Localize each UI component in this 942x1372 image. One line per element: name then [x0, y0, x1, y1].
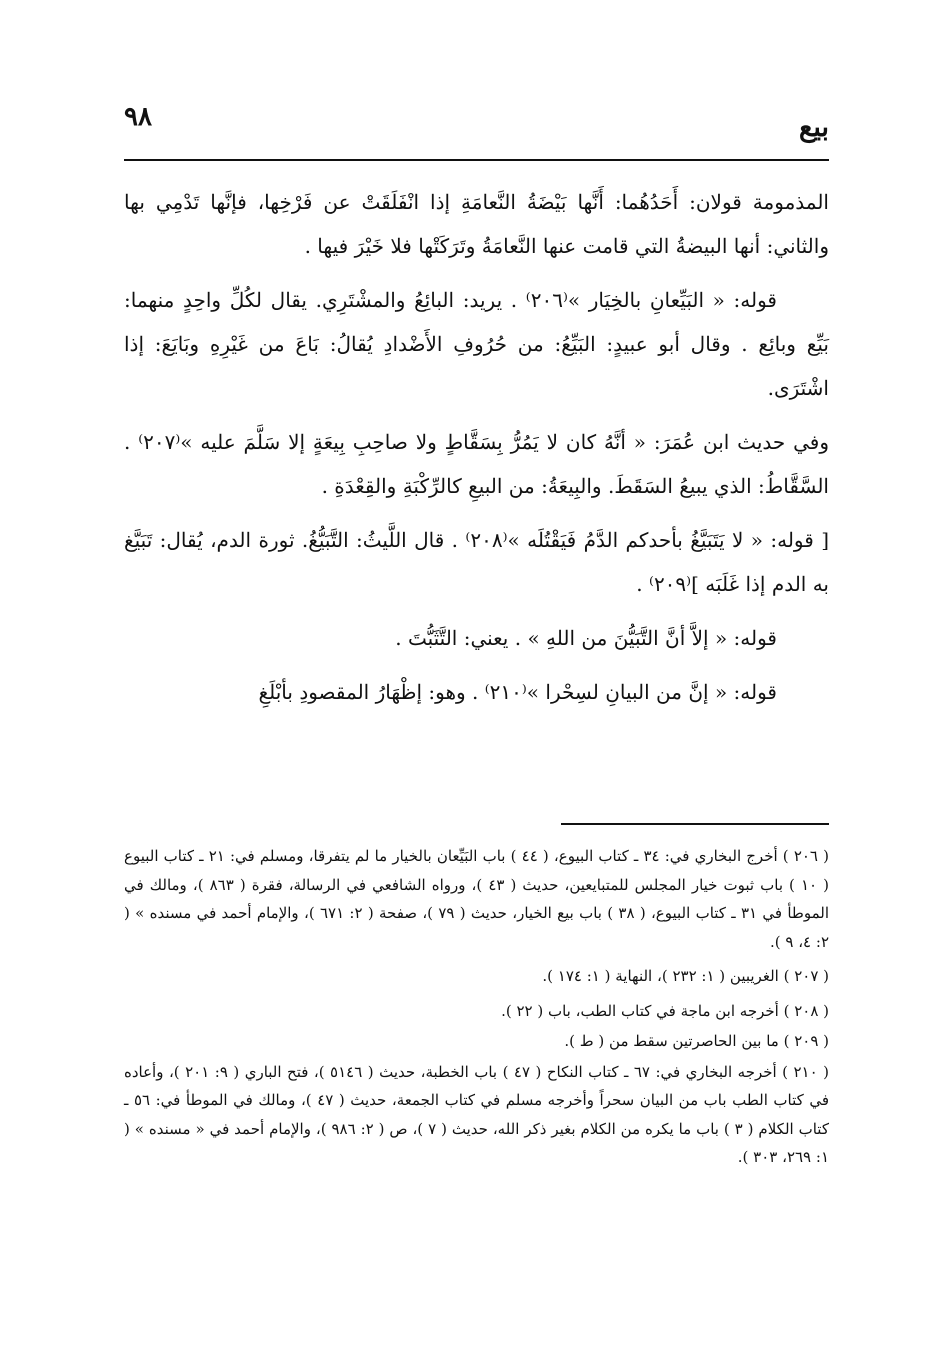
paragraph-ibn-umar: وفي حديث ابن عُمَرَ: « أنَّهُ كان لا يَمُرُّ بِسَقَّاطٍ ولا صاحِبِ بِيعَةٍ إلا سَلَّمَ عليه »⁽٢٠٧⁾ . السَّقَّاطُ: الذي يبيعُ السَقَطَ. والبِيعَةُ: من البيعِ كالرِّكْبَةِ والقِعْدَةِ .: [124, 430, 829, 498]
paragraph-bayan: قوله: « إنَّ من البيانِ لسِحْرا »⁽٢١٠⁾ . وهو: إظْهَارُ المقصودِ بأبْلَغِ: [258, 680, 777, 704]
page-header: [124, 100, 829, 160]
paragraph-bayyian: قوله: « البَيِّعانِ بالخِيَار »⁽٢٠٦⁾ . يريد: البائِعُ والمشْتَرِي. يقال لكُلِّ واحِدٍ منهما: بَيِّع وبائِع . وقال أبو عبيدٍ: البَيِّعُ: من حُرُوفِ الأَضْدادِ يُقالُ: بَاعَ من غَيْرِهِ وبَايَعَ: إذا اشْتَرَى.: [124, 288, 829, 400]
paragraph-tabayyugh: [ قوله: « لا يَتَبَيَّغُ بأحدكم الدَّمُ فَيَقْتُلَه »⁽٢٠٨⁾ . قال اللَّيثُ: التَّبَيُّغُ. ثورة الدم، يُقال: تَبَيَّغ به الدم إذا غَلَبَه ]⁽٢٠٩⁾ .: [124, 528, 829, 596]
header-rule: [124, 159, 829, 161]
footnote-209: ( ٢٠٩ ) ما بين الحاصرتين سقط من ( ط ).: [564, 1032, 829, 1050]
main-text: [124, 180, 829, 724]
footnote-207: ( ٢٠٧ ) الغريبين ( ١: ٢٣٢ )، النهاية ( ١: ١٧٤ ).: [542, 967, 829, 985]
running-title: بيع: [798, 112, 829, 143]
page-number: ٩٨: [124, 102, 152, 132]
footnotes: [124, 842, 829, 1178]
paragraph-tabayyun: قوله: « إلاَّ أنَّ التَّبَيُّنَ من اللهِ » . يعني: التَّثَبُّتَ .: [395, 626, 777, 650]
footnote-208: ( ٢٠٨ ) أخرجه ابن ماجة في كتاب الطب، باب ( ٢٢ ).: [501, 1001, 829, 1020]
paragraph-madhmuma: المذمومة قولان: أَحَدُهُما: أَنَّها بَيْضَةُ النَّعامَةِ إذا انْفَلَقَتْ عن فَرْخِها، فإنَّها تَدْمِي بها والثاني: أنها البيضةُ التي قامت عنها النَّعامَةُ وتَرَكَتْها فلا خَيْرَ فيها .: [124, 190, 829, 258]
footnote-206: ( ٢٠٦ ) أخرج البخاري في: ٣٤ ـ كتاب البيوع، ( ٤٤ ) باب البَيِّعان بالخيار ما لم يتفرقا، ومسلم في: ٢١ ـ كتاب البيوع ( ١٠ ) باب ثبوت خيار المجلس للمتبايعين، حديث ( ٤٣ )، ورواه الشافعي في الرسالة، فقرة ( ٨٦٣ )، ومالك في الموطأ في ٣١ ـ كتاب البيوع، ( ٣٨ ) باب بيع الخيار، حديث ( ٧٩ )، صفحة ( ٢: ٦٧١ )، والإمام أحمد في مسنده » ( ٢: ٤، ٩ ).: [124, 847, 830, 951]
footnote-rule: [561, 823, 829, 825]
footnote-210: ( ٢١٠ ) أخرجه البخاري في: ٦٧ ـ كتاب النكاح ( ٤٧ ) باب الخطبة، حديث ( ٥١٤٦ )، فتح الباري ( ٩: ٢٠١ )، وأعاده في كتاب الطب باب من البيان سحراً وأخرجه مسلم في كتاب الجمعة، حديث ( ٤٧ )، ومالك في الموطأ في: ٥٦ ـ كتاب الكلام ( ٣ ) باب ما يكره من الكلام بغير ذكر الله، حديث ( ٧ )، ص ( ٢: ٩٨٦ )، والإمام أحمد في « مسنده » ( ١: ٢٦٩، ٣٠٣ ).: [124, 1062, 830, 1166]
